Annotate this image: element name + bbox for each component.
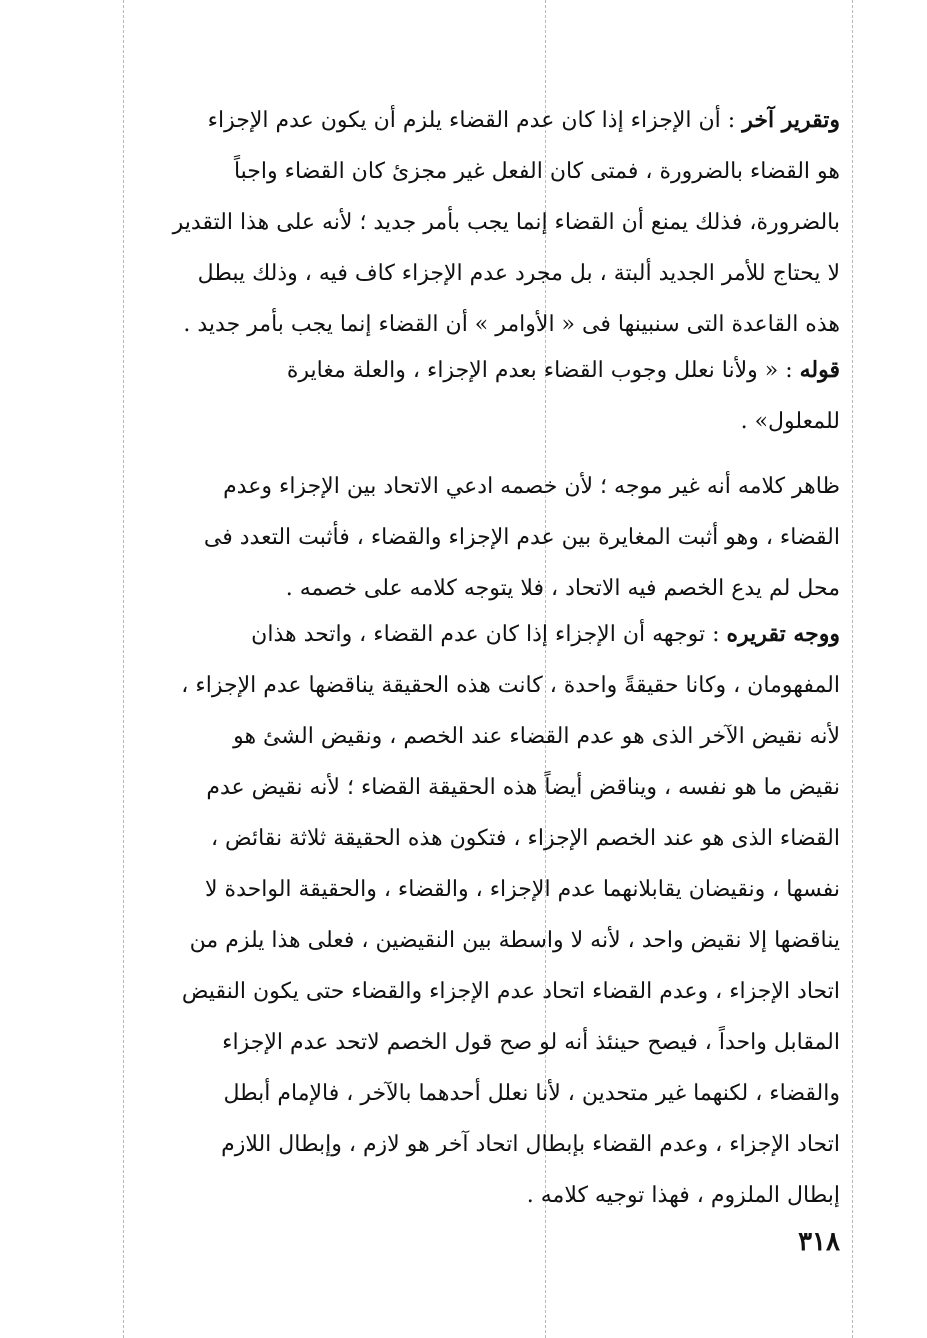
paragraph-line: القضاء ، وهو أثبت المغايرة بين عدم الإجزاء والقضاء ، فأثبت التعدد فى [203, 525, 840, 550]
paragraph-line: محل لم يدع الخصم فيه الاتحاد ، فلا يتوجه كلامه على خصمه . [285, 576, 840, 601]
paragraph-line: بالضرورة، فذلك يمنع أن القضاء إنما يجب بأمر جديد ؛ لأنه على هذا التقدير [172, 210, 840, 235]
paragraph-line: هو القضاء بالضرورة ، فمتى كان الفعل غير مجزئ كان القضاء واجباً [233, 159, 840, 184]
paragraph-line: والقضاء ، لكنهما غير متحدين ، لأنا نعلل أحدهما بالآخر ، فالإمام أبطل [223, 1081, 840, 1106]
paragraph-line: اتحاد الإجزاء ، وعدم القضاء اتحاد عدم الإجزاء والقضاء حتى يكون النقيض [181, 979, 840, 1004]
paragraph-line: ووجه تقريره : توجهه أن الإجزاء إذا كان عدم القضاء ، واتحد هذان [251, 621, 840, 647]
paragraph-line: نقيض ما هو نفسه ، ويناقض أيضاً هذه الحقيقة القضاء ؛ لأنه نقيض عدم [206, 775, 840, 800]
paragraph-explanation [116, 609, 840, 1221]
paragraph-alternative-explanation [116, 95, 840, 350]
paragraph-line: لأنه نقيض الآخر الذى هو عدم القضاء عند الخصم ، ونقيض الشئ هو [233, 724, 840, 749]
paragraph-commentary [116, 461, 840, 614]
paragraph-lead-word: ووجه تقريره [726, 621, 840, 647]
paragraph-line: اتحاد الإجزاء ، وعدم القضاء بإبطال اتحاد آخر هو لازم ، وإبطال اللازم [221, 1132, 840, 1157]
paragraph-quoted-statement [116, 345, 840, 447]
paragraph-line: المفهومان ، وكانا حقيقةً واحدة ، كانت هذه الحقيقة يناقضها عدم الإجزاء ، [181, 673, 840, 698]
scan-guide-line-right [852, 0, 853, 1338]
paragraph-lead-word: قوله [799, 357, 840, 383]
paragraph-line: إبطال الملزوم ، فهذا توجيه كلامه . [526, 1183, 840, 1208]
paragraph-line: وتقرير آخر : أن الإجزاء إذا كان عدم القضاء يلزم أن يكون عدم الإجزاء [207, 107, 840, 133]
paragraph-line: للمعلول» . [740, 409, 840, 434]
paragraph-line: نفسها ، ونقيضان يقابلانهما عدم الإجزاء ، والقضاء ، والحقيقة الواحدة لا [205, 877, 840, 902]
paragraph-line: لا يحتاج للأمر الجديد ألبتة ، بل مجرد عدم الإجزاء كاف فيه ، وذلك يبطل [197, 261, 840, 286]
paragraph-line: ظاهر كلامه أنه غير موجه ؛ لأن خصمه ادعي الاتحاد بين الإجزاء وعدم [223, 474, 840, 499]
paragraph-line: قوله : « ولأنا نعلل وجوب القضاء بعدم الإجزاء ، والعلة مغايرة [286, 357, 840, 383]
paragraph-line: يناقضها إلا نقيض واحد ، لأنه لا واسطة بين النقيضين ، فعلى هذا يلزم من [189, 928, 840, 953]
page-number: ٣١٨ [798, 1227, 840, 1257]
paragraph-lead-word: وتقرير آخر [742, 107, 840, 133]
paragraph-line: المقابل واحداً ، فيصح حينئذ أنه لو صح قول الخصم لاتحد عدم الإجزاء [222, 1030, 840, 1055]
paragraph-line: القضاء الذى هو عند الخصم الإجزاء ، فتكون هذه الحقيقة ثلاثة نقائض ، [210, 826, 840, 851]
paragraph-line: هذه القاعدة التى سنبينها فى « الأوامر » أن القضاء إنما يجب بأمر جديد . [183, 312, 840, 337]
